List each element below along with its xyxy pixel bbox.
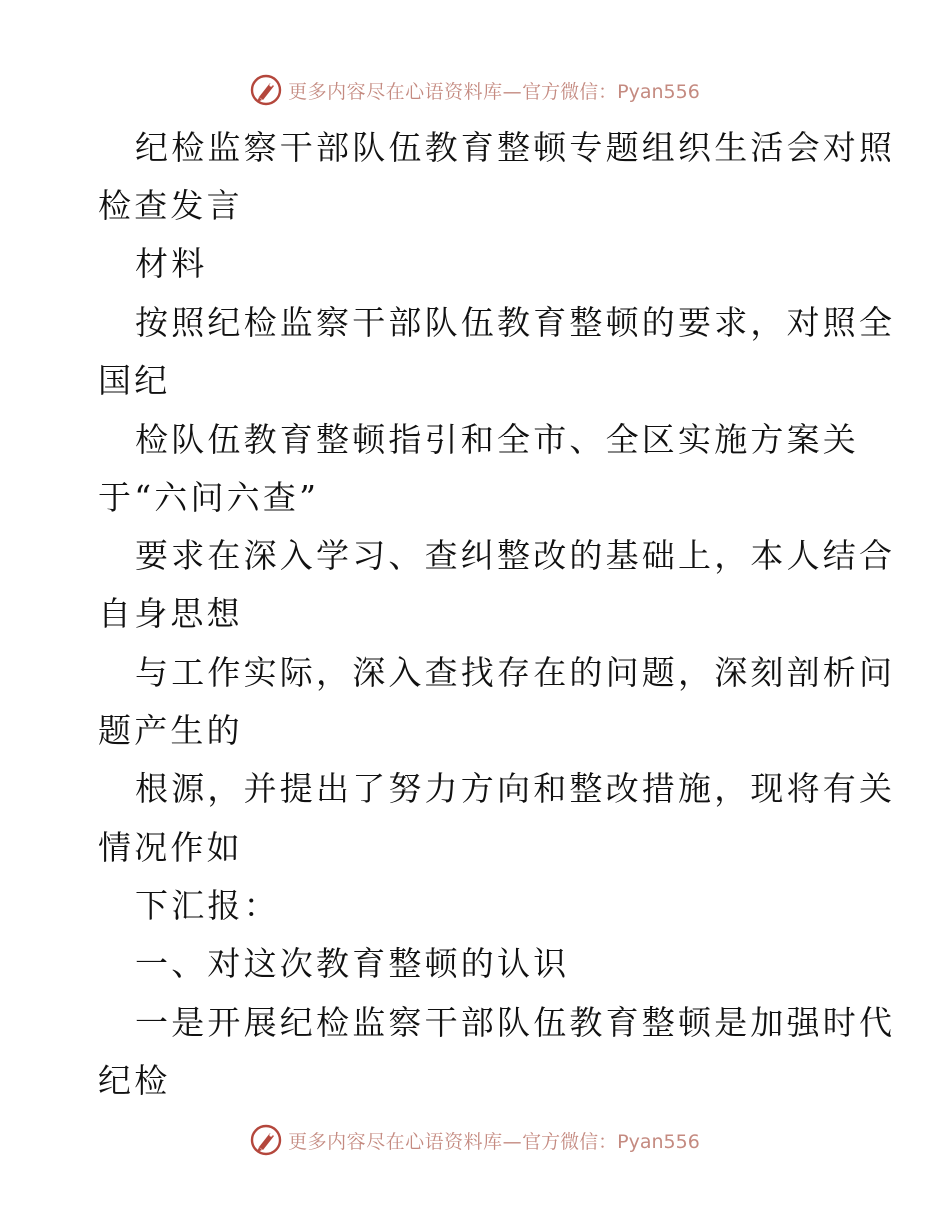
watermark-wechat: 官方微信：Pyan556 [522, 1130, 700, 1153]
paragraph-line: 自身思想 [98, 594, 243, 633]
paragraph-line: 于“六问六查” [98, 478, 320, 517]
paragraph-line: 与工作实际，深入查找存在的问题，深刻剖析问 [135, 653, 896, 692]
title-line-2: 检查发言 [98, 186, 243, 225]
watermark-header [0, 70, 950, 110]
paragraph-line: 题产生的 [98, 711, 243, 750]
paragraph-line: 一是开展纪检监察干部队伍教育整顿是加强时代 [135, 1003, 896, 1042]
paragraph-line: 要求在深入学习、查纠整改的基础上，本人结合 [135, 536, 896, 575]
section-heading: 一、对这次教育整顿的认识 [135, 944, 570, 983]
watermark-text: 更多内容尽在心语资料库— [288, 80, 523, 103]
paragraph-line: 下汇报： [135, 886, 280, 925]
pen-nib-logo-icon [250, 1124, 282, 1156]
paragraph-line: 国纪 [98, 361, 171, 400]
title-line-3: 材料 [135, 244, 208, 283]
paragraph-line: 检队伍教育整顿指引和全市、全区实施方案关 [135, 420, 859, 459]
title-line-1: 纪检监察干部队伍教育整顿专题组织生活会对照 [135, 128, 896, 167]
watermark-text: 更多内容尽在心语资料库— [288, 1130, 523, 1153]
pen-nib-logo-icon [250, 74, 282, 106]
paragraph-line: 纪检 [98, 1061, 171, 1100]
paragraph-line: 按照纪检监察干部队伍教育整顿的要求，对照全 [135, 303, 896, 342]
paragraph-line: 情况作如 [98, 828, 243, 867]
watermark-footer [0, 1120, 950, 1160]
watermark-wechat: 官方微信：Pyan556 [522, 80, 700, 103]
paragraph-line: 根源，并提出了努力方向和整改措施，现将有关 [135, 769, 896, 808]
